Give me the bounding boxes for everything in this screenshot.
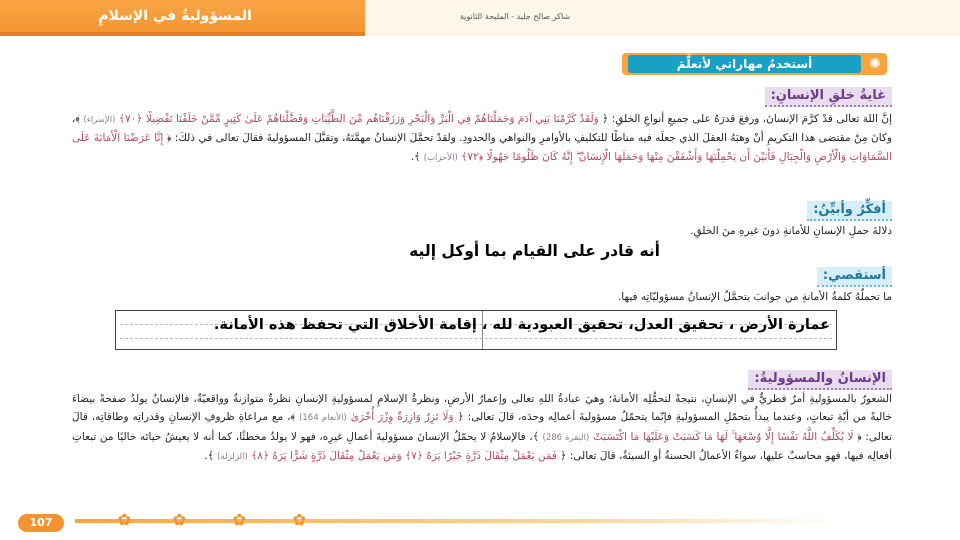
text-segment: ﴾. xyxy=(204,449,214,462)
flower-ornament-icon: ✿ xyxy=(232,510,246,529)
handwritten-answer: أنه قادر على القيام بما أوكل إليه xyxy=(409,242,660,260)
quran-verse: لَا يُكَلِّفُ اللَّهُ نَفْسًا إِلَّا وُسْعَهَا ۚ لَهَا مَا كَسَبَتْ وَعَلَيْهَا مَا اكْتَسَبَتْ xyxy=(592,430,854,443)
lightbulb-icon: ✺ xyxy=(869,56,881,72)
section-heading-think: أفكِّرُ وأبيِّنُ: xyxy=(807,201,892,221)
text-segment: ﴾. xyxy=(410,150,421,163)
verse-reference: (الأحزاب) xyxy=(423,152,458,163)
question-think: دلالةَ حملِ الإنسانِ للأمانةِ دونَ غيرهِ منَ الخلقِ. xyxy=(690,225,892,237)
paragraph-responsibility xyxy=(72,390,892,466)
skills-banner xyxy=(622,53,887,75)
verse-reference: (الأنعام 164) xyxy=(299,413,347,424)
quran-verse: وَلَا تَزِرُ وَازِرَةٌ وِزْرَ أُخْرَىٰ xyxy=(350,411,454,424)
answer-box xyxy=(115,310,837,350)
footer-bar xyxy=(75,519,835,523)
verse-reference: (البقرة 286) xyxy=(542,432,590,443)
quran-verse: فَمَن يَعْمَلْ مِثْقَالَ ذَرَّةٍ خَيْرًا يَرَهُ ﴿٧﴾ وَمَن يَعْمَلْ مِثْقَالَ ذَرَّةٍ شَرًّا يَرَهُ ﴿٨﴾ xyxy=(251,449,557,462)
flower-ornament-icon: ✿ xyxy=(117,510,131,529)
paragraph-purpose xyxy=(72,110,892,167)
page-number: 107 xyxy=(18,514,64,532)
question-investigate: ما تحملُهُ كلمةُ الأمانةِ من جوانبَ يتحمَّلُ الإنسانُ مسؤوليّاتِه فيها. xyxy=(617,291,892,303)
verse-reference: (الزلزلة) xyxy=(217,451,248,462)
text-segment: ﴾، فالإسلامُ لا يحمّلُ الإنسانَ مسؤوليةَ أعمالِ غيرِه، فهو لا يولدُ مخطئًا، كما أنه لا يعيشُ حياتَه خاليًا من تبعاتِ أفعالِه فيها، فهو محاسبٌ عليها، سواءٌ الأعمالُ الحسنةُ أو السيئةُ، قالَ تعالى: ﴿ xyxy=(72,430,892,462)
chapter-title: المسؤوليةُ في الإسلامِ xyxy=(98,8,252,24)
section-heading-investigate: أستقصي: xyxy=(817,267,892,287)
text-segment: إنَّ اللهَ تعالى قدْ كرَّمَ الإنسانَ، ورفعَ قدرَهُ على جميعِ أنواعِ الخلقِ: ﴿ xyxy=(602,113,892,125)
text-segment: ﴾، وكانَ مِنْ مقتضى هذا التكريمِ أنْ وهبَهُ العقلَ الذي جعلَه فيه مناطًا للتكليفِ بالأوامرِ والنواهي والحدودِ. ولقدْ تحمَّلَ الإنسانُ مهمَّتَهُ، وتقبَّلَ المسؤوليةَ فقالَ تعالى في ذلكَ: ﴿ xyxy=(72,113,892,145)
dashed-line xyxy=(120,338,832,339)
verse-reference: (الإسراء) xyxy=(83,115,116,125)
text-segment: ﴾، مع مراعاةِ ظروفِ الإنسانِ وقدراتِه وطاقاتِه، قالَ تعالى: ﴿ xyxy=(72,411,893,443)
section-heading-responsibility: الإنسانُ والمسؤوليةُ: xyxy=(748,370,892,390)
flower-ornament-icon: ✿ xyxy=(172,510,186,529)
flower-ornament-icon: ✿ xyxy=(292,510,306,529)
quran-verse: وَلَقَدْ كَرَّمْنَا بَنِي آدَمَ وَحَمَلْنَاهُمْ فِي الْبَرِّ وَالْبَحْرِ وَرَزَقْنَاهُم مِّنَ الطَّيِّبَاتِ وَفَضَّلْنَاهُمْ عَلَىٰ كَثِيرٍ مِّمَّنْ خَلَقْنَا تَفْضِيلًا ﴿٧٠﴾ xyxy=(118,113,599,125)
text-segment: الشعورُ بالمسؤوليةِ أمرٌ فطريٌّ في الإنسانِ، نتيجةً لتحمُّلِه الأمانةَ؛ وهيَ عبادةُ اللهِ تعالى وإعمارُ الأرضِ، ونظرةُ الإسلامِ لمسؤوليةِ الإنسانِ نظرةٌ متوازنةٌ وواقعيّةٌ، فالإنسانُ يولدُ صفحةً بيضاءَ خاليةً من أيّةِ تبعاتٍ، وعندما يبدأُ بتحمّلِ المسؤوليةِ فإنّما يتحمّلُ مسؤوليةَ أعمالِه وحدَه، قالَ تعالى: ﴿ xyxy=(72,393,893,424)
author-line: شاكر صالح جليد - المليحة الثانوية xyxy=(459,12,571,21)
quran-verse: إِنَّا عَرَضْنَا الْأَمَانَةَ عَلَى السَّمَاوَاتِ وَالْأَرْضِ وَالْجِبَالِ فَأَبَيْنَ أَن يَحْمِلْنَهَا وَأَشْفَقْنَ مِنْهَا وَحَمَلَهَا الْإِنسَانُ ۖ إِنَّهُ كَانَ ظَلُومًا جَهُولًا ﴿٧٢﴾ xyxy=(72,132,892,163)
skills-banner-label: أستخدمُ مهاراتي لأتعلَّمَ xyxy=(628,55,861,73)
section-heading-purpose: غايةُ خلقِ الإنسانِ: xyxy=(765,87,892,107)
answer-text: عمارة الأرض ، تحقيق العدل، تحقيق العبودية لله ، إقامة الأخلاق التي تحفظ هذه الأمانة. xyxy=(213,317,830,333)
